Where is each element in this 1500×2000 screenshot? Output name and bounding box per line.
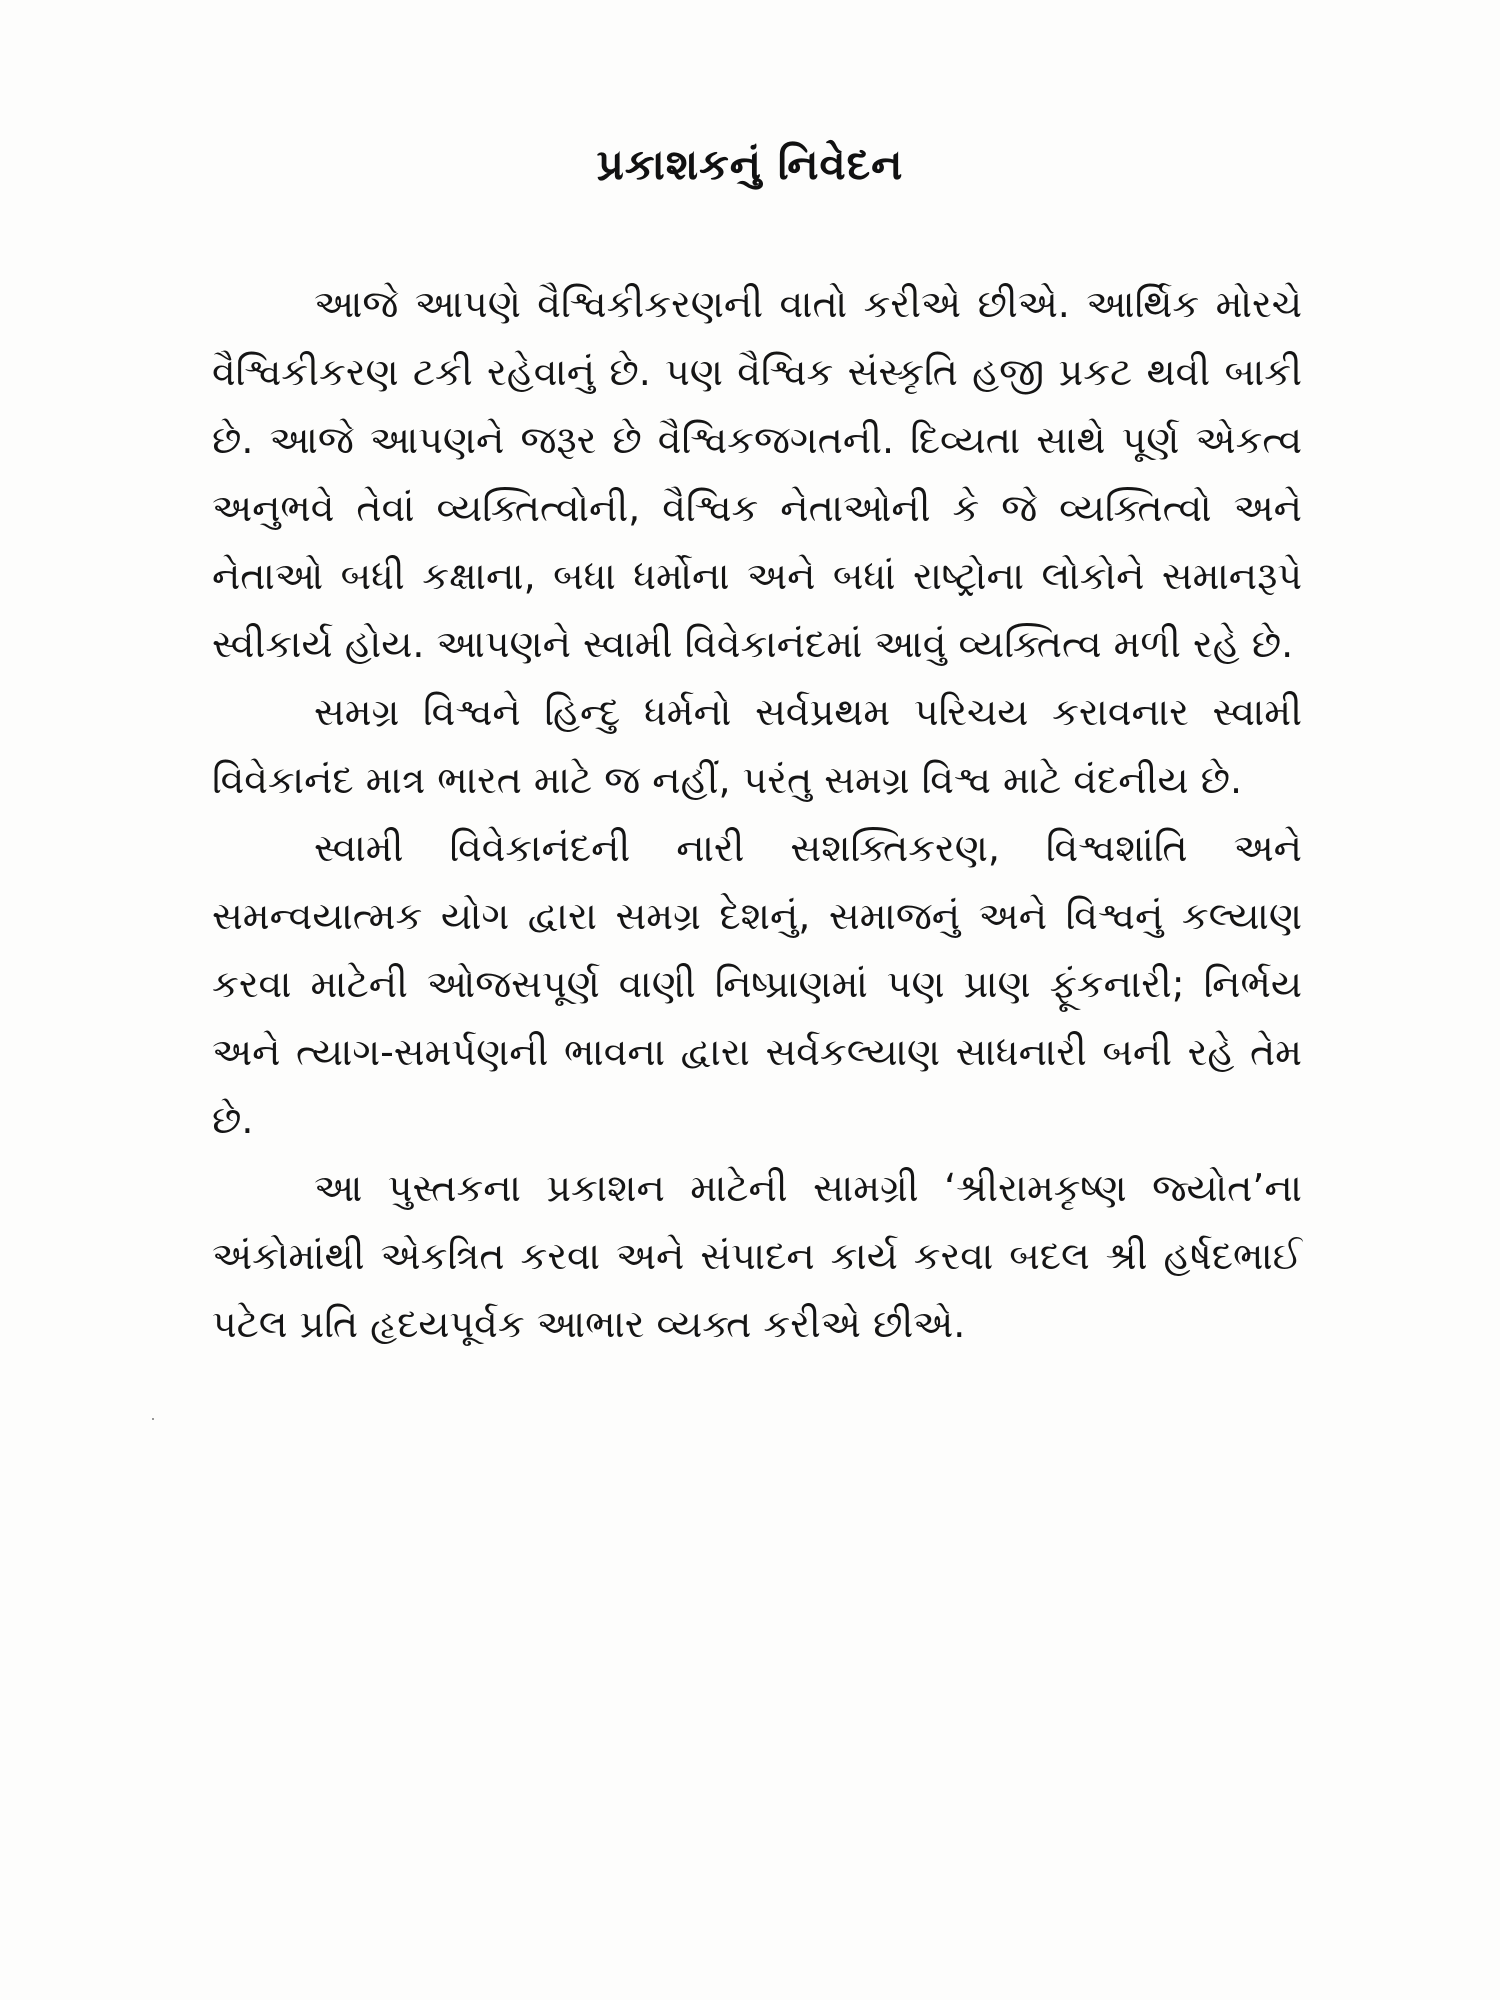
paragraph-vivekananda-message: સ્વામી વિવેકાનંદની નારી સશક્તિકરણ, વિશ્વશાંતિ અને સમન્વયાત્મક યોગ દ્વારા સમગ્ર દેશનું, સમાજનું અને વિશ્વનું કલ્યાણ કરવા માટેની ઓજસપૂર્ણ વાણી નિષ્પ્રાણમાં પણ પ્રાણ ફૂંકનારી; નિર્ભય અને ત્યાગ-સમર્પણની ભાવના દ્વારા સર્વકલ્યાણ સાધનારી બની રહે તેમ છે. <box>212 826 1302 1142</box>
scan-speck <box>152 1418 154 1420</box>
document-body <box>212 270 1302 1358</box>
page-title: પ્રકાશકનું નિવેદન <box>596 140 904 189</box>
paragraph-acknowledgement: આ પુસ્તકના પ્રકાશન માટેની સામગ્રી ‘શ્રીરામકૃષ્ણ જ્યોત’ના અંકોમાંથી એકત્રિત કરવા અને સંપાદન કાર્ય કરવા બદલ શ્રી હર્ષદભાઈ પટેલ પ્રતિ હૃદયપૂર્વક આભાર વ્યક્ત કરીએ છીએ. <box>212 1166 1302 1346</box>
paragraph-globalization: આજે આપણે વૈશ્વિકીકરણની વાતો કરીએ છીએ. આર્થિક મોરચે વૈશ્વિકીકરણ ટકી રહેવાનું છે. પણ વૈશ્વિક સંસ્કૃતિ હજી પ્રકટ થવી બાકી છે. આજે આપણને જરૂર છે વૈશ્વિકજગતની. દિવ્યતા સાથે પૂર્ણ એકત્વ અનુભવે તેવાં વ્યક્તિત્વોની, વૈશ્વિક નેતાઓની કે જે વ્યક્તિત્વો અને નેતાઓ બધી કક્ષાના, બધા ધર્મોના અને બધાં રાષ્ટ્રોના લોકોને સમાનરૂપે સ્વીકાર્ય હોય. આપણને સ્વામી વિવેકાનંદમાં આવું વ્યક્તિત્વ મળી રહે છે. <box>212 282 1302 666</box>
paragraph-vivekananda-introduction: સમગ્ર વિશ્વને હિન્દુ ધર્મનો સર્વપ્રથમ પરિચય કરાવનાર સ્વામી વિવેકાનંદ માત્ર ભારત માટે જ નહીં, પરંતુ સમગ્ર વિશ્વ માટે વંદનીય છે. <box>212 690 1302 802</box>
